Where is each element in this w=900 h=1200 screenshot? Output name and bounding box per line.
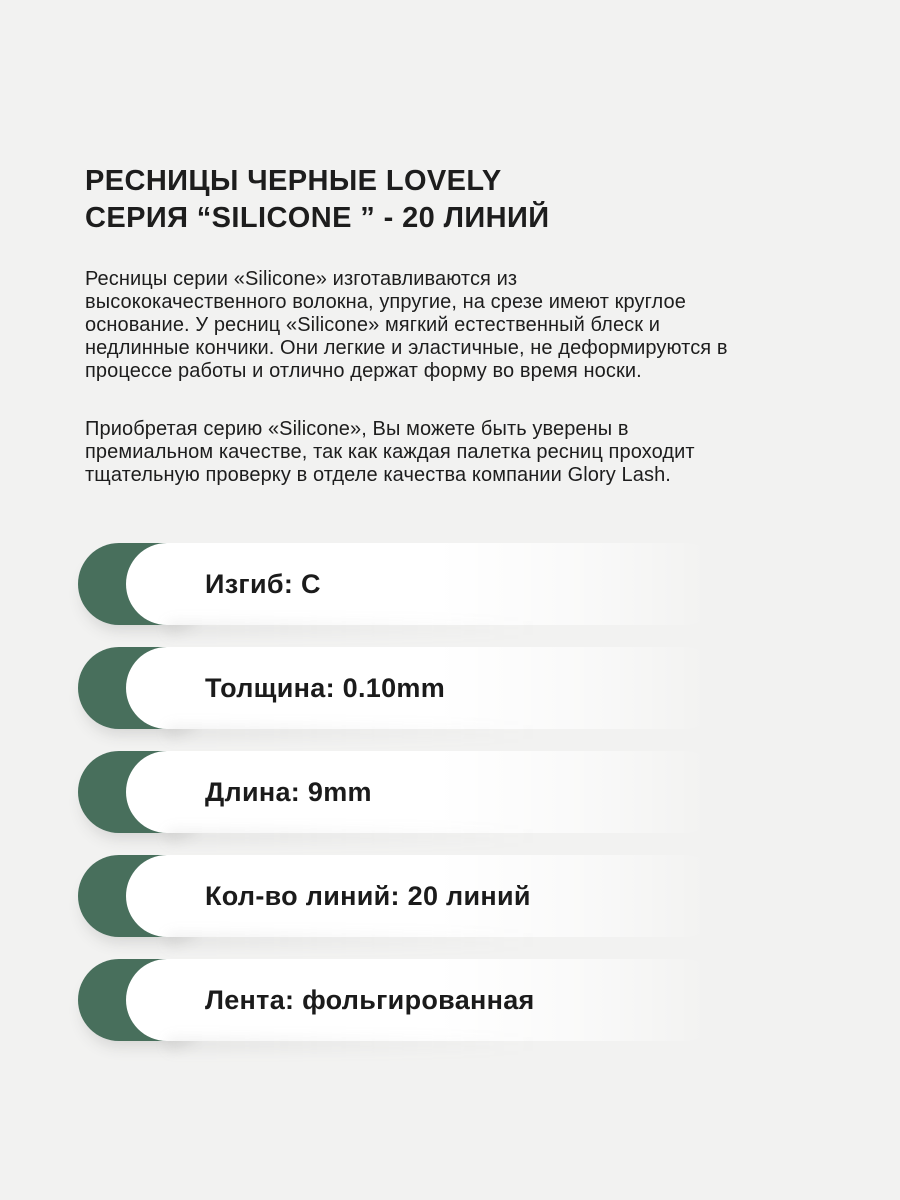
spec-row-tape <box>78 959 738 1041</box>
spec-label-length: Длина: 9mm <box>205 776 372 807</box>
spec-row-lines-count <box>78 855 738 937</box>
paragraph-line: премиальном качестве, так как каждая палетка ресниц проходит <box>85 441 695 463</box>
page-title <box>85 163 550 237</box>
paragraph-line: основание. У ресниц «Silicone» мягкий естественный блеск и <box>85 314 661 336</box>
paragraph-line: Ресницы серии «Silicone» изготавливаются из <box>85 268 518 290</box>
spec-pill <box>126 959 726 1041</box>
spec-label-curl: Изгиб: C <box>205 568 321 599</box>
spec-label-tape: Лента: фольгированная <box>205 984 535 1015</box>
spec-label-thickness: Толщина: 0.10mm <box>205 672 446 703</box>
spec-row-thickness <box>78 647 738 729</box>
spec-label-lines-count: Кол-во линий: 20 линий <box>205 880 531 911</box>
paragraph-line: высококачественного волокна, упругие, на срезе имеют круглое <box>85 291 686 313</box>
title-line-2: СЕРИЯ “SILICONE ” - 20 ЛИНИЙ <box>85 202 550 234</box>
title-line-1: РЕСНИЦЫ ЧЕРНЫЕ LOVELY <box>85 165 502 197</box>
paragraph-line: Приобретая серию «Silicone», Вы можете быть уверены в <box>85 418 629 440</box>
spec-row-length <box>78 751 738 833</box>
description-paragraph-2 <box>85 418 845 487</box>
paragraph-line: тщательную проверку в отделе качества компании Glory Lash. <box>85 464 671 486</box>
spec-list <box>78 543 738 1063</box>
spec-row-curl <box>78 543 738 625</box>
paragraph-line: недлинные кончики. Они легкие и эластичные, не деформируются в <box>85 337 728 359</box>
spec-pill <box>126 543 726 625</box>
spec-pill <box>126 751 726 833</box>
paragraph-line: процессе работы и отлично держат форму во время носки. <box>85 360 642 382</box>
spec-pill <box>126 855 726 937</box>
description-paragraph-1 <box>85 268 845 383</box>
spec-pill <box>126 647 726 729</box>
